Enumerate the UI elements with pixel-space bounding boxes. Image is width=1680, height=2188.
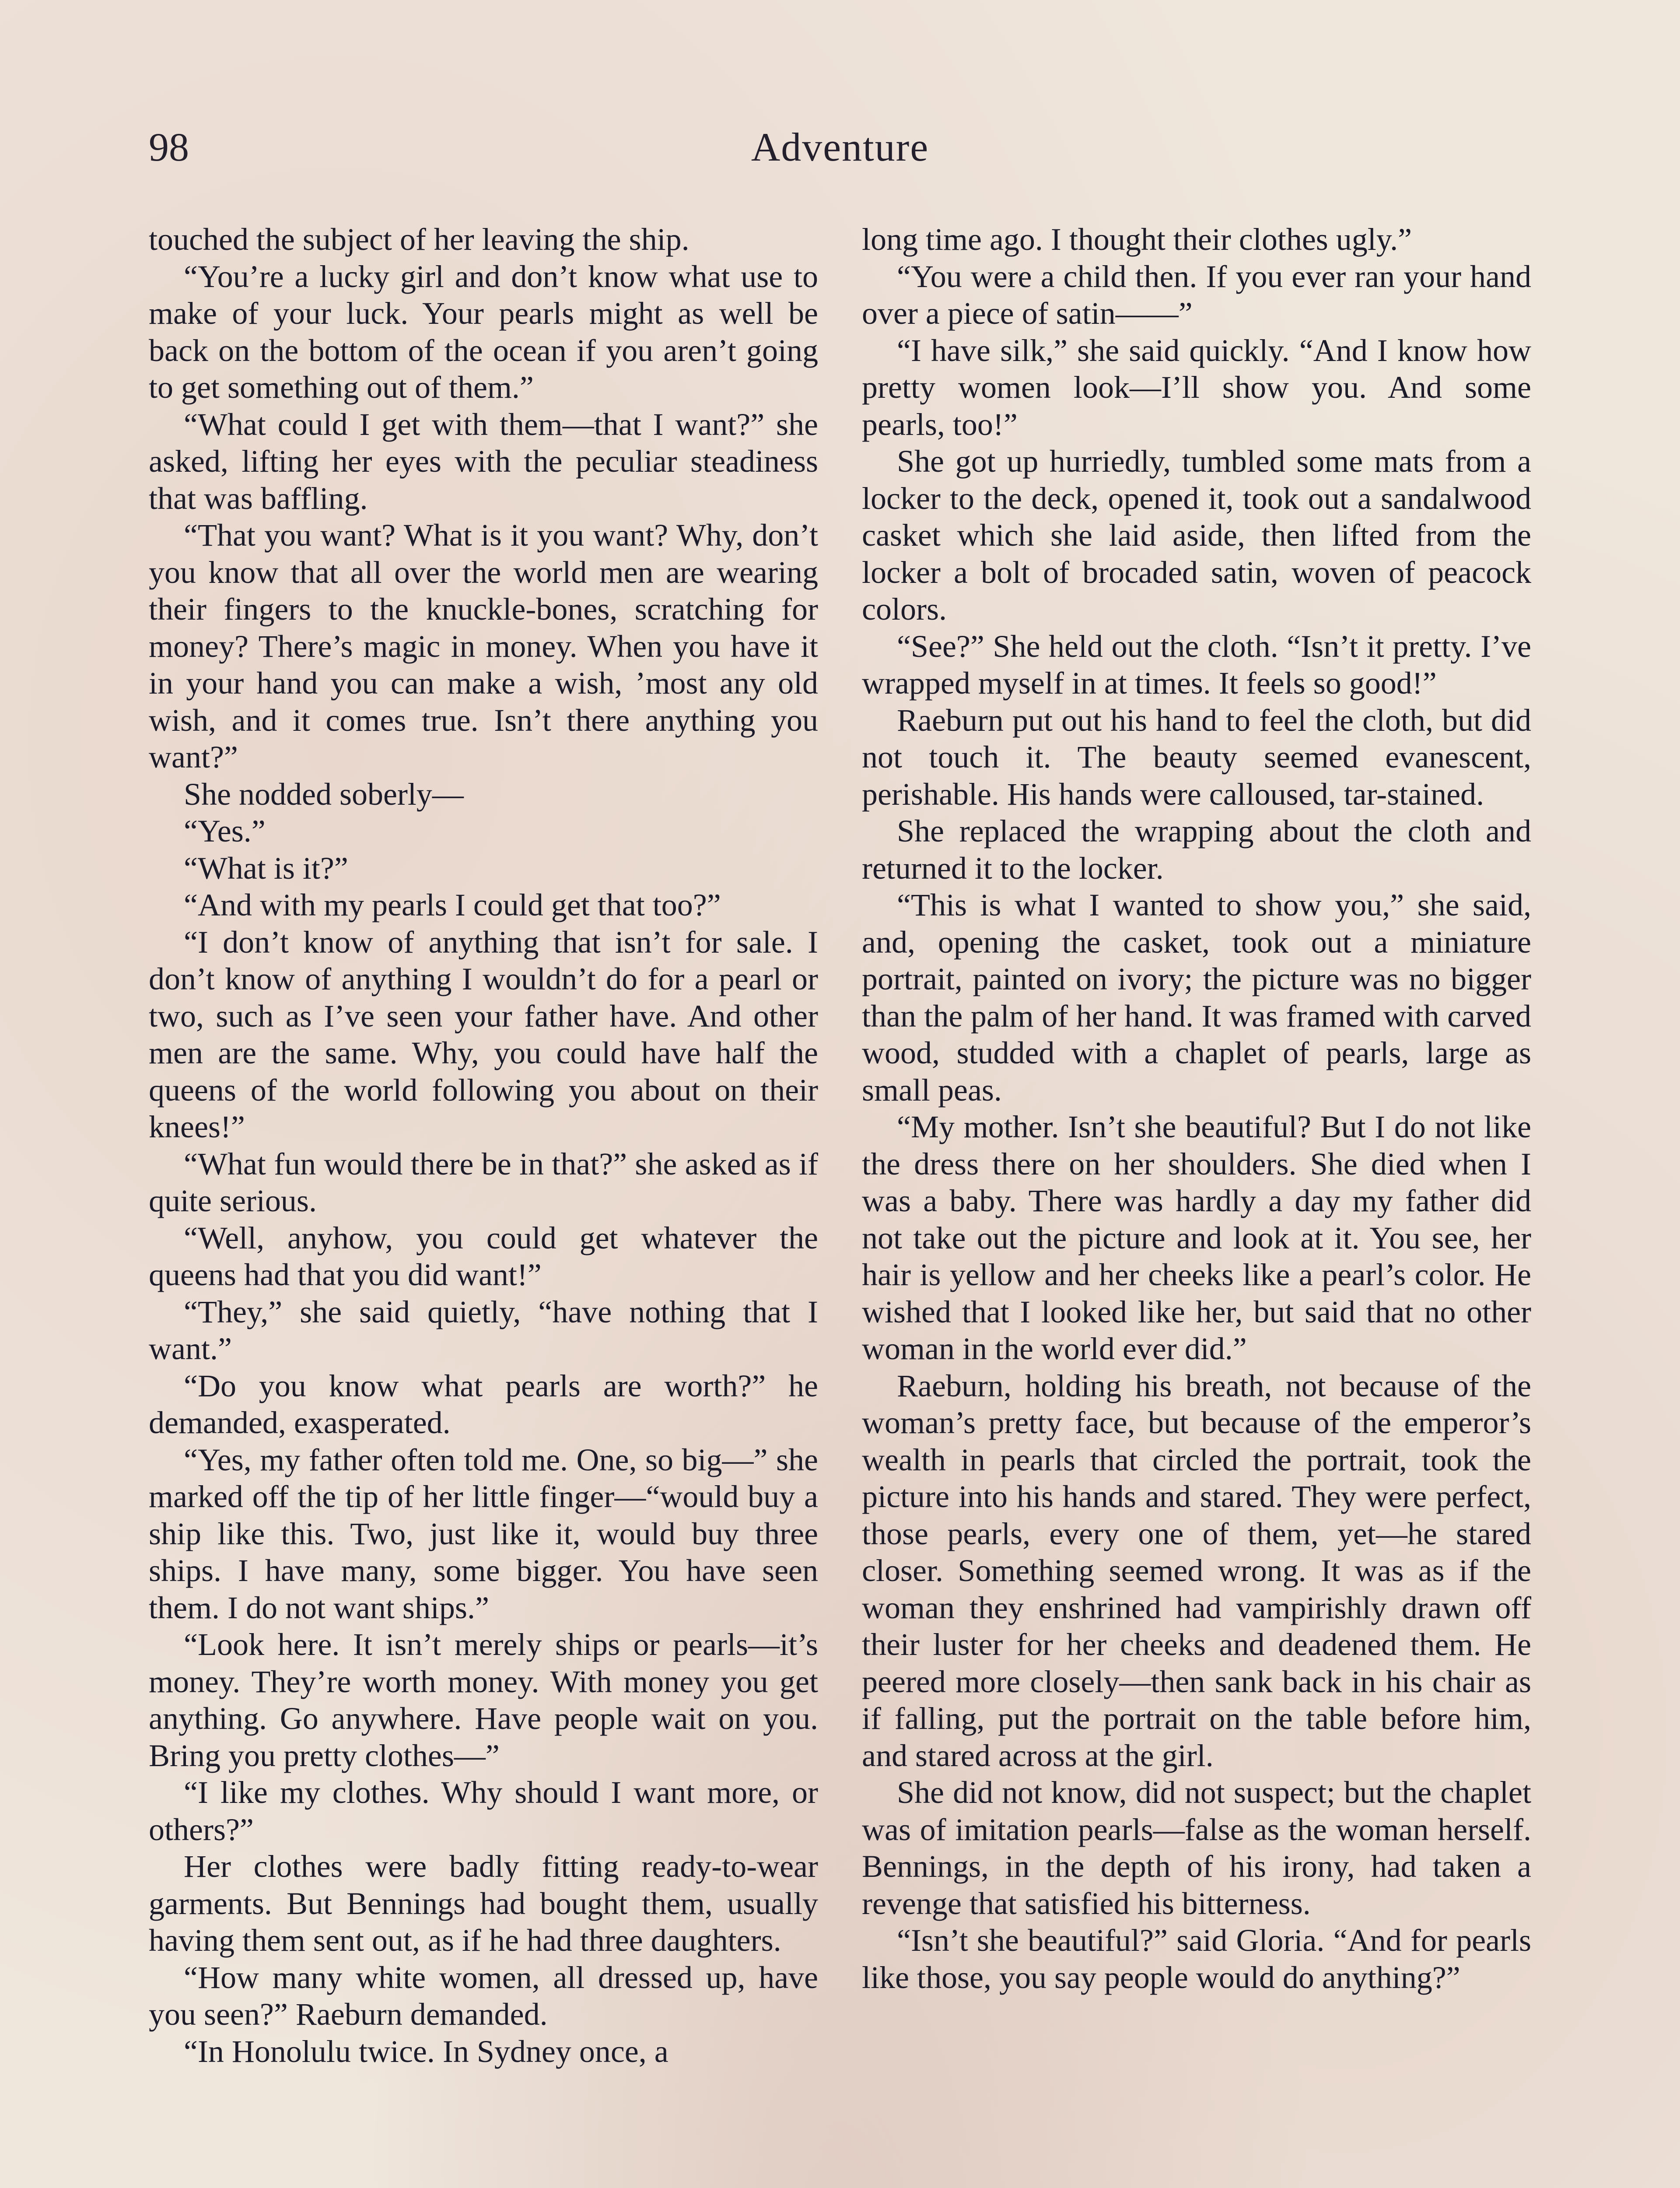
paragraph: She did not know, did not suspect; but the chaplet was of imitation pearls—false as the woman herself. Bennings, in the depth of his irony, had taken a revenge that satisfied his bitterness. bbox=[862, 1775, 1531, 1921]
paragraph: “Yes.” bbox=[184, 813, 266, 849]
paragraph: “My mother. Isn’t she beautiful? But I do not like the dress there on her shoulders. She died when I was a baby. There was hardly a day my father did not take out the picture and look at it. You see, her hair is yellow and her cheeks like a pearl’s color. He wished that I looked like her, but said that no other woman in the world ever did.” bbox=[862, 1109, 1531, 1366]
paragraph: “How many white women, all dressed up, have you seen?” Raeburn demanded. bbox=[149, 1960, 818, 2032]
paragraph: She nodded soberly— bbox=[184, 776, 464, 812]
paragraph: “That you want? What is it you want? Why, don’t you know that all over the world men are wearing their fingers to the knuckle-bones, scratching for money? There’s magic in money. When you have it in your hand you can make a wish, ’most any old wish, and it comes true. Isn’t there anything you want?” bbox=[149, 518, 818, 775]
paragraph: She replaced the wrapping about the cloth and returned it to the locker. bbox=[862, 813, 1531, 886]
paragraph: “This is what I wanted to show you,” she said, and, opening the casket, took out a miniature portrait, painted on ivory; the picture was no bigger than the palm of her hand. It was framed with carved wood, studded with a chaplet of pearls, large as small peas. bbox=[862, 887, 1531, 1108]
paragraph: Her clothes were badly fitting ready-to-wear garments. But Bennings had bought them, usually having them sent out, as if he had three daughters. bbox=[149, 1849, 818, 1958]
paragraph: “What could I get with them—that I want?” she asked, lifting her eyes with the peculiar steadiness that was baffling. bbox=[149, 407, 818, 516]
paragraph: “What fun would there be in that?” she asked as if quite serious. bbox=[149, 1146, 818, 1218]
page-number: 98 bbox=[149, 125, 189, 169]
paragraph: “What is it?” bbox=[184, 850, 348, 886]
paragraph: “They,” she said quietly, “have nothing that I want.” bbox=[149, 1294, 818, 1366]
right-column bbox=[862, 221, 1531, 1996]
paragraph: She got up hurriedly, tumbled some mats from a locker to the deck, opened it, took out a sandalwood casket which she laid aside, then lifted from the locker a bolt of brocaded satin, woven of peacock colors. bbox=[862, 444, 1531, 627]
paragraph: “Isn’t she beautiful?” said Gloria. “And for pearls like those, you say people would do anything?” bbox=[862, 1923, 1531, 1995]
paragraph: “And with my pearls I could get that too?” bbox=[184, 887, 721, 922]
paragraph: “You were a child then. If you ever ran your hand over a piece of satin——” bbox=[862, 259, 1531, 331]
paragraph: Raeburn, holding his breath, not because of the woman’s pretty face, but because of the emperor’s wealth in pearls that circled the portrait, took the picture into his hands and stared. They were perfect, those pearls, every one of them, yet—he stared closer. Something seemed wrong. It was as if the woman they enshrined had vampirishly drawn off their luster for her cheeks and deadened them. He peered more closely—then sank back in his chair as if falling, put the portrait on the table before him, and stared across at the girl. bbox=[862, 1368, 1531, 1773]
paragraph: touched the subject of her leaving the ship. bbox=[149, 222, 690, 257]
paragraph: long time ago. I thought their clothes ugly.” bbox=[862, 222, 1412, 257]
paragraph: Raeburn put out his hand to feel the cloth, but did not touch it. The beauty seemed evanescent, perishable. His hands were calloused, tar-stained. bbox=[862, 702, 1531, 812]
paragraph: “Do you know what pearls are worth?” he demanded, exasperated. bbox=[149, 1368, 818, 1440]
paragraph: “See?” She held out the cloth. “Isn’t it pretty. I’ve wrapped myself in at times. It feels so good!” bbox=[862, 628, 1531, 701]
running-head-title: Adventure bbox=[751, 125, 929, 169]
paragraph: “Well, anyhow, you could get whatever the queens had that you did want!” bbox=[149, 1220, 818, 1292]
paragraph: “In Honolulu twice. In Sydney once, a bbox=[184, 2034, 668, 2069]
paragraph: “Look here. It isn’t merely ships or pearls—it’s money. They’re worth money. With money you get anything. Go anywhere. Have people wait on you. Bring you pretty clothes—” bbox=[149, 1627, 818, 1773]
left-column bbox=[149, 221, 818, 2070]
paragraph: “I don’t know of anything that isn’t for sale. I don’t know of anything I wouldn’t do for a pearl or two, such as I’ve seen your father have. And other men are the same. Why, you could have half the queens of the world following you about on their knees!” bbox=[149, 924, 818, 1144]
paragraph: “I like my clothes. Why should I want more, or others?” bbox=[149, 1775, 818, 1847]
paragraph: “Yes, my father often told me. One, so big—” she marked off the tip of her little finger—“would buy a ship like this. Two, just like it, would buy three ships. I have many, some bigger. You have seen them. I do not want ships.” bbox=[149, 1442, 818, 1625]
paragraph: “You’re a lucky girl and don’t know what use to make of your luck. Your pearls might as well be back on the bottom of the ocean if you aren’t going to get something out of them.” bbox=[149, 259, 818, 405]
paragraph: “I have silk,” she said quickly. “And I know how pretty women look—I’ll show you. And some pearls, too!” bbox=[862, 333, 1531, 442]
